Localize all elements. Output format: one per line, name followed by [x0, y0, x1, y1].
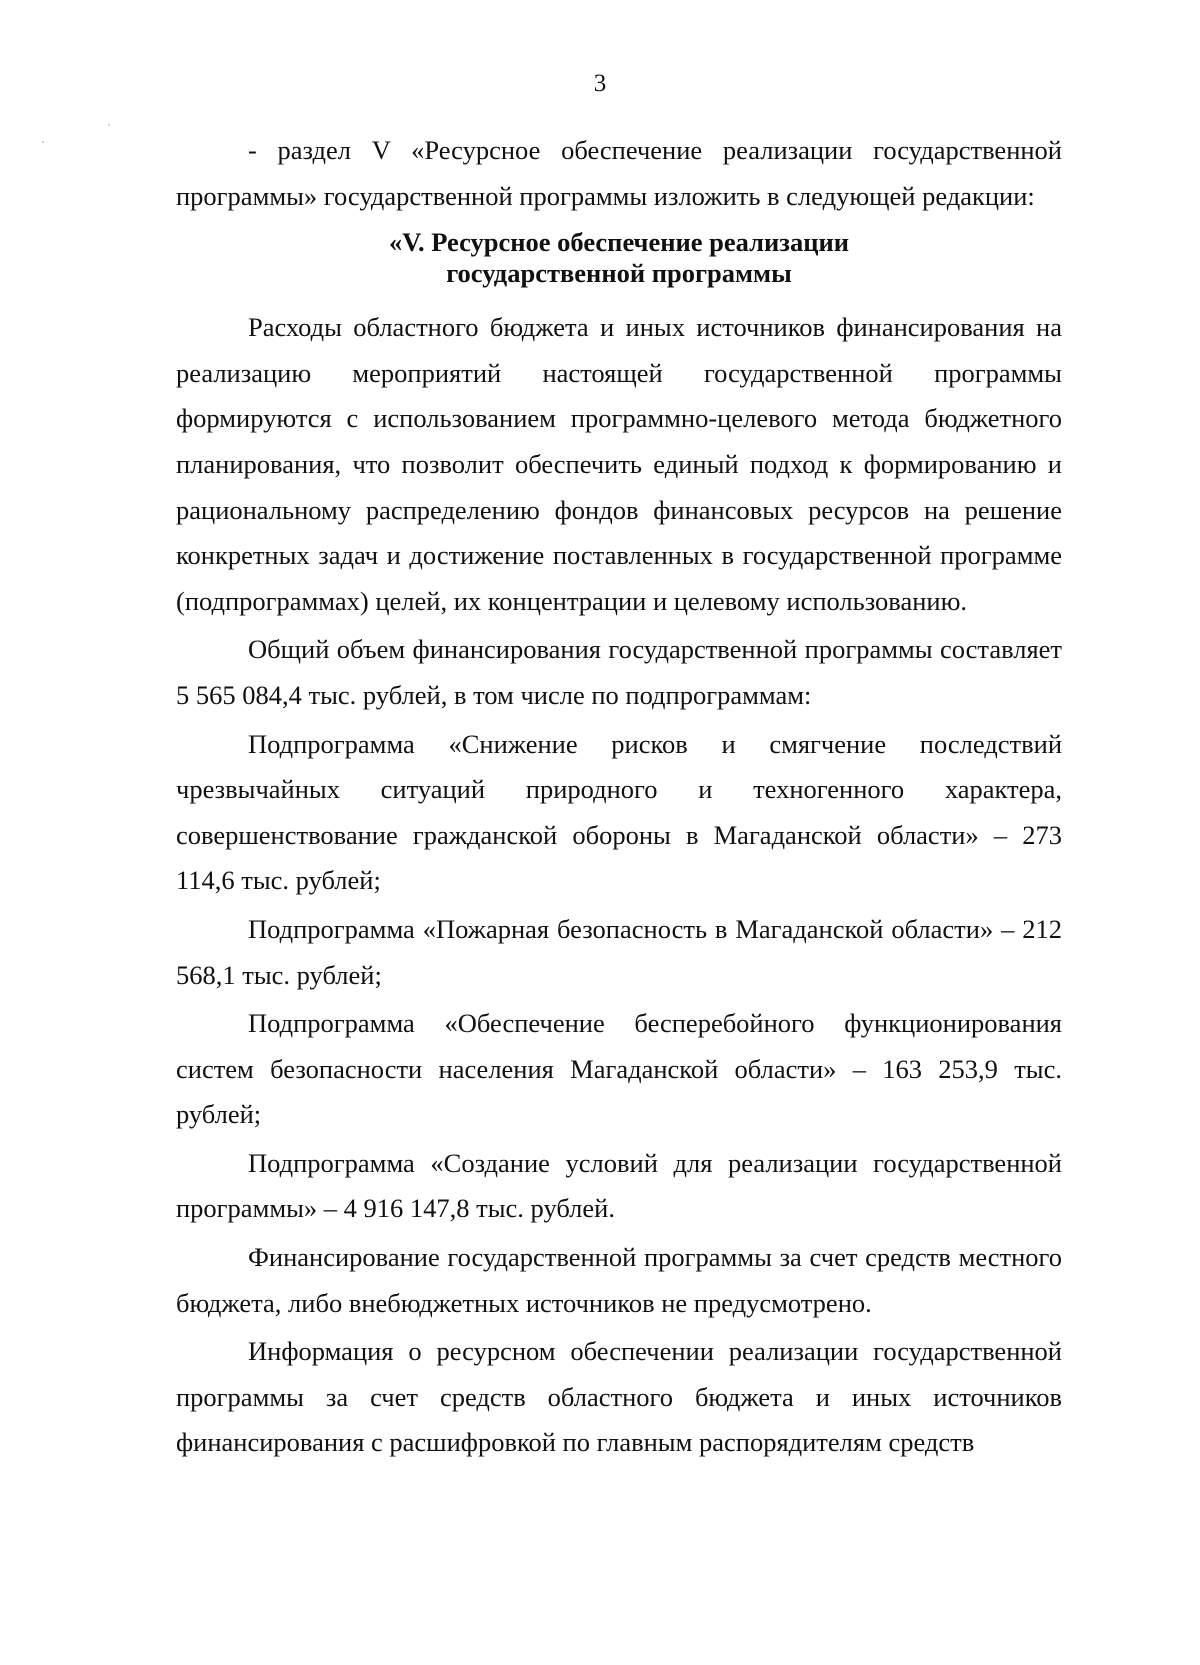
scan-speck: [108, 124, 110, 126]
paragraph-total-financing: Общий объем финансирования государственной программы составляет 5 565 084,4 тыс. рублей, в том числе по подпрограммам:: [176, 634, 1062, 710]
document-body: [176, 128, 1062, 1466]
scan-speck: [42, 141, 44, 143]
paragraph-subprogram-3: Подпрограмма «Обеспечение бесперебойного функционирования систем безопасности населения Магаданской области» – 163 253,9 тыс. рублей;: [176, 1008, 1062, 1130]
paragraph-resource-info: Информация о ресурсном обеспечении реализации государственной программы за счет средств областного бюджета и иных источников финансирования с расшифровкой по главным распорядителям средств: [176, 1336, 1062, 1458]
paragraph-subprogram-2: Подпрограмма «Пожарная безопасность в Магаданской области» – 212 568,1 тыс. рублей;: [176, 913, 1062, 990]
paragraph-expenses: Расходы областного бюджета и иных источников финансирования на реализацию мероприятий настоящей государственной программы формируются с использованием программно-целевого метода бюджетного планирования, что позволит обеспечить единый подход к формированию и рациональному распределению фондов финансовых ресурсов на решение конкретных задач и достижение поставленных в государственной программе (подпрограммах) целей, их концентрации и целевому использованию.: [176, 312, 1062, 616]
paragraph-intro: - раздел V «Ресурсное обеспечение реализации государственной программы» государственной программы изложить в следующей редакции:: [176, 135, 1062, 211]
section-title-line-2: государственной программы: [446, 258, 792, 289]
section-title-line-1: «V. Ресурсное обеспечение реализации: [388, 227, 850, 258]
section-title: [176, 227, 1062, 289]
paragraph-subprogram-4: Подпрограмма «Создание условий для реализации государственной программы» – 4 916 147,8 тыс. рублей.: [176, 1147, 1062, 1224]
paragraph-subprogram-1: Подпрограмма «Снижение рисков и смягчение последствий чрезвычайных ситуаций природного и техногенного характера, совершенствование гражданской обороны в Магаданской области» – 273 114,6 тыс. рублей;: [176, 728, 1062, 896]
paragraph-local-budget: Финансирование государственной программы за счет средств местного бюджета, либо внебюджетных источников не предусмотрено.: [176, 1242, 1062, 1318]
page-number: 3: [593, 70, 607, 97]
